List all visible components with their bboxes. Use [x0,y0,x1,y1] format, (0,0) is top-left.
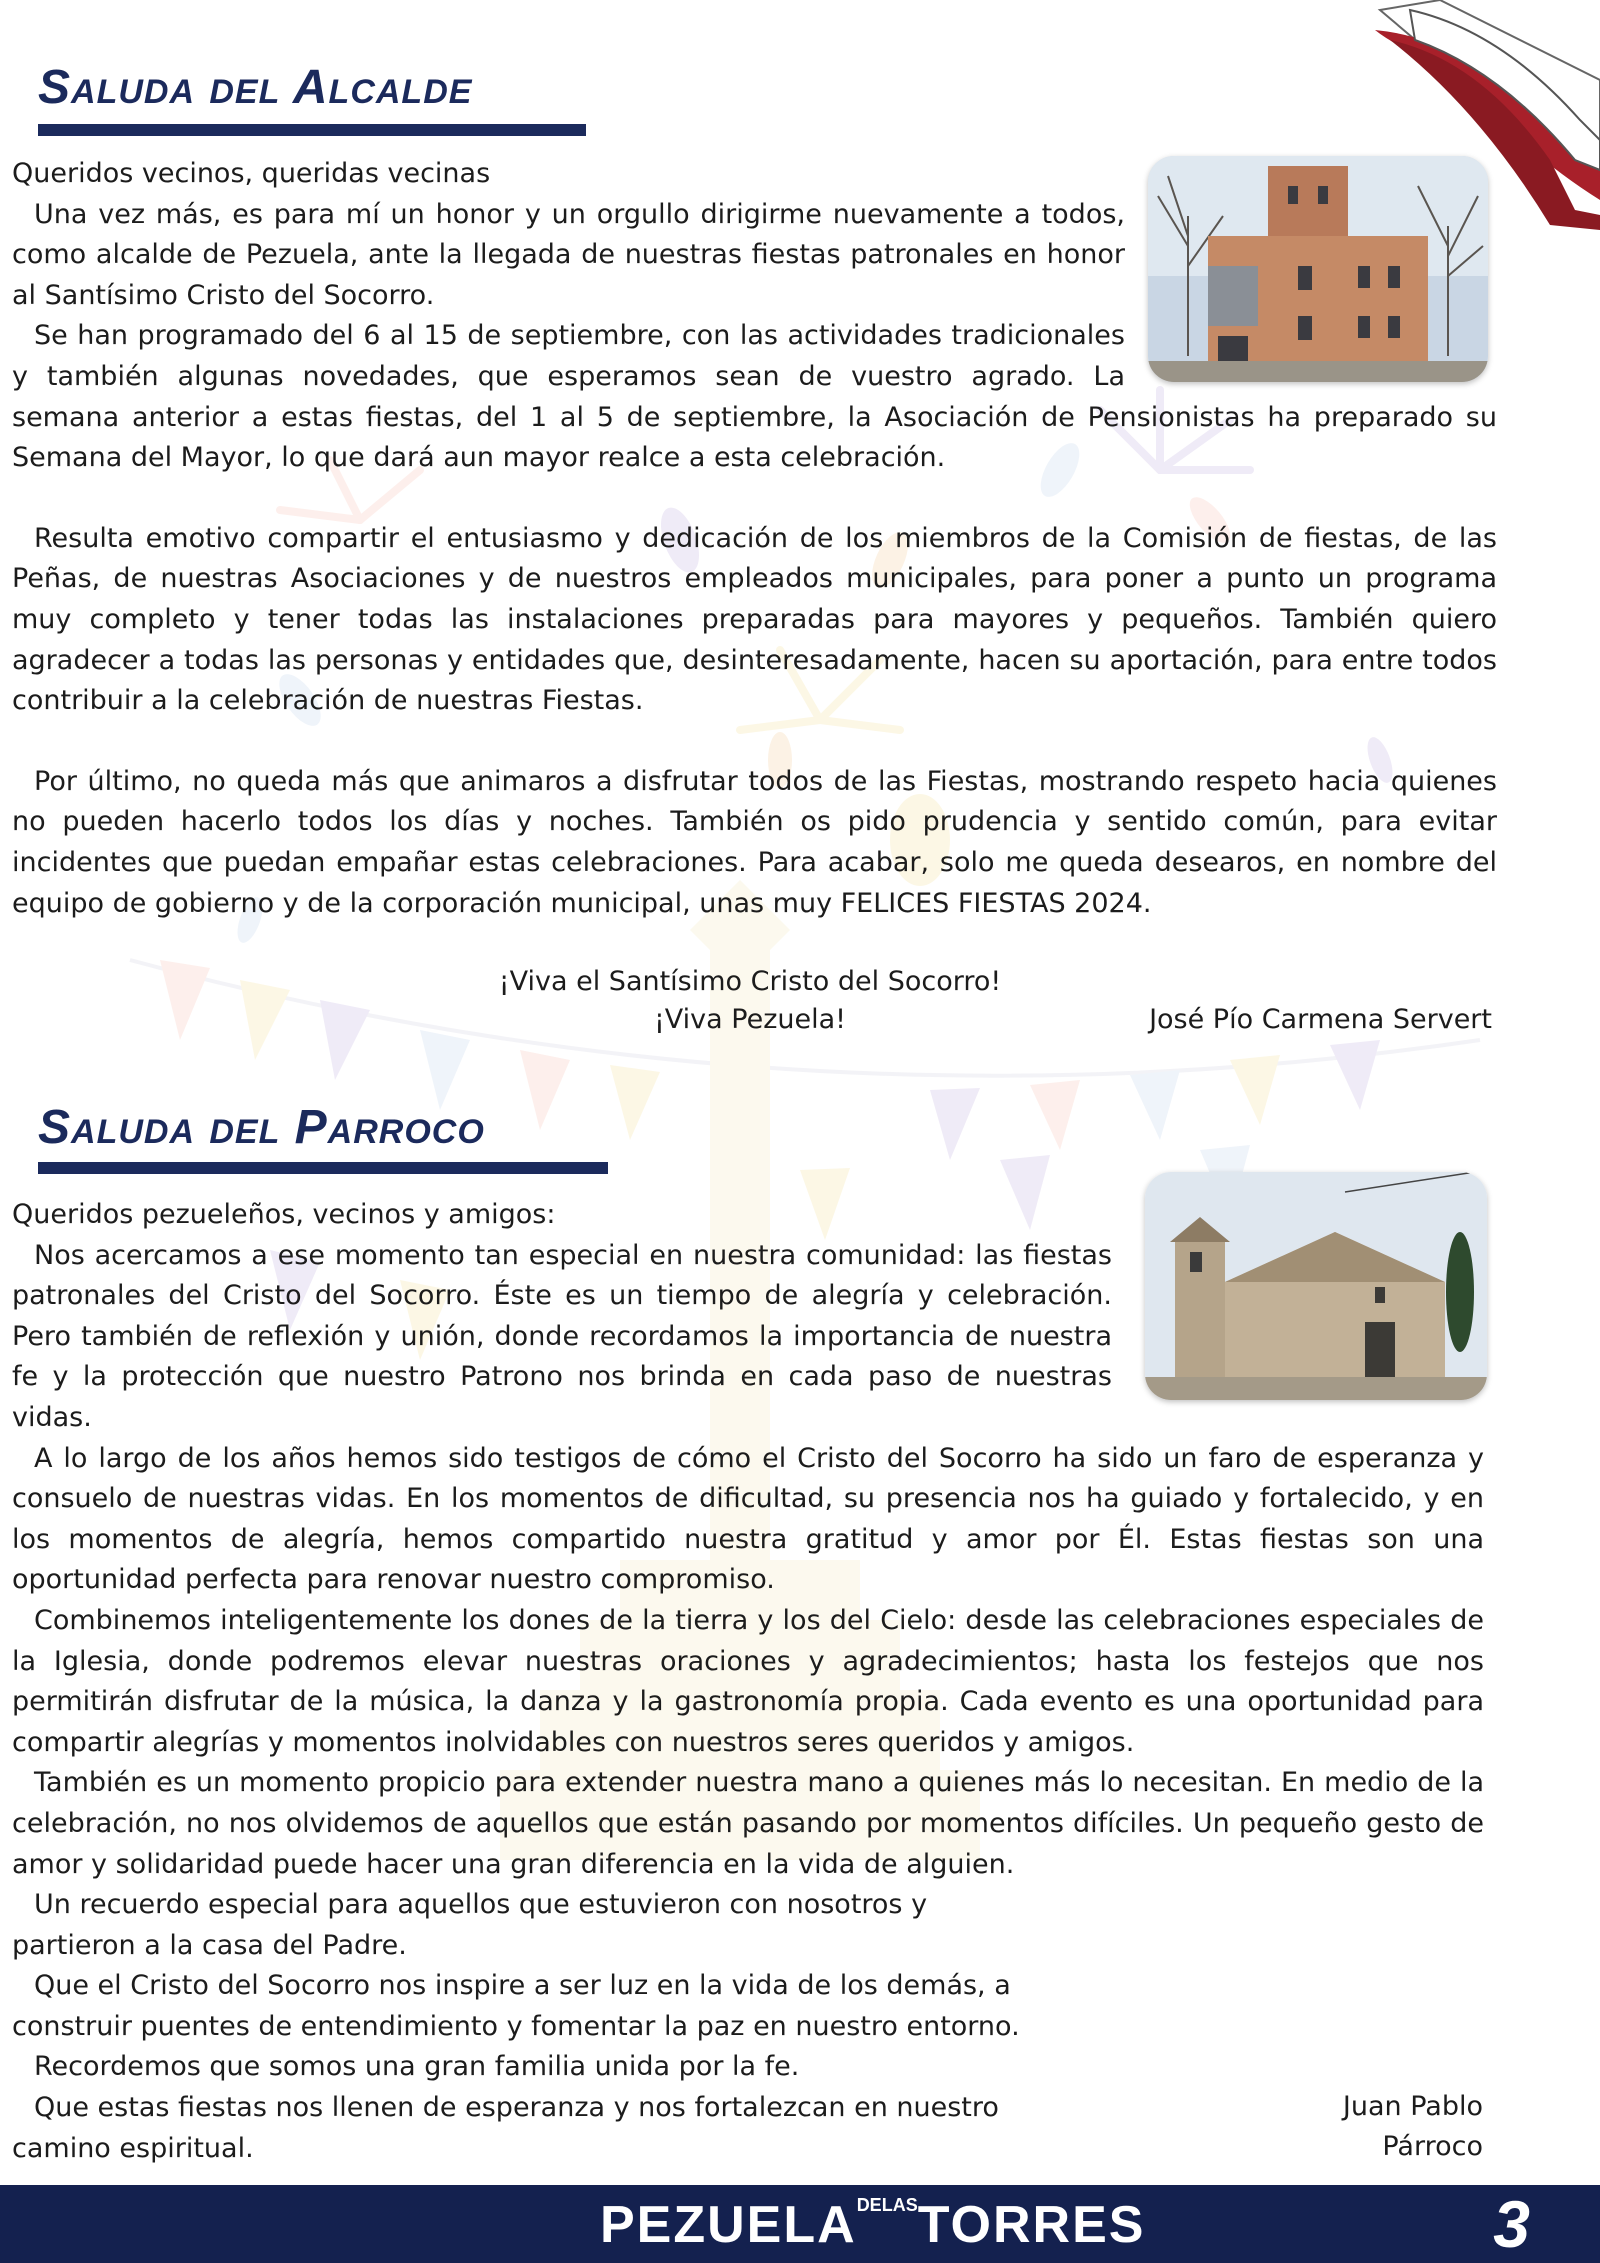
priest-paragraph-8: Que estas fiestas nos llenen de esperanza y nos fortalezcan en nuestro camino espiritual. [12,2092,999,2164]
mayor-cheer-1: ¡Viva el Santísimo Cristo del Socorro! [498,966,1002,997]
page-number: 3 [1493,2187,1530,2261]
mayor-paragraph-2: Se han programado del 6 al 15 de septiembre, con las actividades tradicionales y también algunas novedades, que esperamos sean de vuestro agrado. La semana anterior a estas fiestas, del 1 al 5 de septiembre, la Asociación de Pensionistas ha preparado su Semana del Mayor, lo que dará aun mayor realce a esta celebración. [12,320,1497,474]
church-photo [1145,1172,1487,1400]
mayor-section-title: Saluda del Alcalde [38,61,473,114]
priest-paragraph-1: Nos acercamos a ese momento tan especial en nuestra comunidad: las fiestas patronales del Cristo del Socorro. Éste es un tiempo de alegría y celebración. Pero también de reflexión y unión, donde recordamos la importancia de nuestra fe y la protección que nuestro Patrono nos brinda en cada paso de nuestras vidas. [12,1239,1112,1433]
priest-paragraph-2: A lo largo de los años hemos sido testigos de cómo el Cristo del Socorro ha sido un faro de esperanza y consuelo de nuestras vidas. En los momentos de dificultad, su presencia nos ha guiado y fortalecido, y en los momentos de alegría, hemos compartido nuestra gratitud y amor por Él. Estas fiestas son una oportunidad perfecta para renovar nuestro compromiso. [12,1442,1484,1596]
priest-paragraph-3: Combinemos inteligentemente los dones de la tierra y los del Cielo: desde las celebraciones especiales de la Iglesia, donde podremos elevar nuestras oraciones y agradecimientos; hasta los festejos que nos permitirán disfrutar de la música, la danza y la gastronomía propia. Cada evento es una oportunidad para compartir alegrías y momentos inolvidables con nuestros seres queridos y amigos. [12,1604,1484,1758]
mayor-paragraph-4: Por último, no queda más que animaros a disfrutar todos de las Fiestas, mostrando respeto hacia quienes no pueden hacerlo todos los días y noches. También os pido prudencia y sentido común, para evitar incidentes que puedan empañar estas celebraciones. Para acabar, solo me queda desearos, en nombre del equipo de gobierno y de la corporación municipal, unas muy FELICES FIESTAS 2024. [12,765,1497,919]
priest-paragraph-5: Un recuerdo especial para aquellos que estuvieron con nosotros y partieron a la casa del Padre. [12,1889,928,1961]
priest-signature-name: Juan Pablo [1342,2091,1483,2122]
priest-paragraph-6: Que el Cristo del Socorro nos inspire a ser luz en la vida de los demás, a construir puentes de entendimiento y fomentar la paz en nuestro entorno. [12,1970,1020,2042]
priest-greeting: Queridos pezueleños, vecinos y amigos: [12,1199,556,1230]
mayor-paragraph-3: Resulta emotivo compartir el entusiasmo y dedicación de los miembros de la Comisión de fiestas, de las Peñas, de nuestras Asociaciones y de nuestros empleados municipales, para poner a punto un programa muy completo y tener todas las instalaciones preparadas para mayores y pequeños. También quiero agradecer a todas las personas y entidades que, desinteresadamente, hacen su aportación, para entre todos contribuir a la celebración de nuestras Fiestas. [12,522,1497,717]
page-footer [0,2185,1600,2263]
priest-paragraph-4: También es un momento propicio para extender nuestra mano a quienes más lo necesitan. En medio de la celebración, no nos olvidemos de aquellos que están pasando por momentos difíciles. Un pequeño gesto de amor y solidaridad puede hacer una gran diferencia en la vida de alguien. [12,1767,1484,1880]
mayor-signature: José Pío Carmena Servert [1149,1004,1492,1035]
mayor-cheer-2: ¡Viva Pezuela! [653,1004,846,1035]
pezuela-de-las-torres-logo: PEZUELADELASTORRES [600,2195,1146,2254]
town-hall-photo [1148,156,1488,382]
mayor-greeting: Queridos vecinos, queridas vecinas [12,158,491,189]
mayor-title-rule [38,124,586,136]
mayor-paragraph-1: Una vez más, es para mí un honor y un orgullo dirigirme nuevamente a todos, como alcalde de Pezuela, ante la llegada de nuestras fiestas patronales en honor al Santísimo Cristo del Socorro. [12,198,1125,311]
priest-section-title: Saluda del Parroco [38,1101,485,1154]
priest-title-rule [38,1162,608,1174]
priest-signature-role: Párroco [1382,2131,1483,2162]
priest-paragraph-7: Recordemos que somos una gran familia unida por la fe. [34,2051,800,2083]
